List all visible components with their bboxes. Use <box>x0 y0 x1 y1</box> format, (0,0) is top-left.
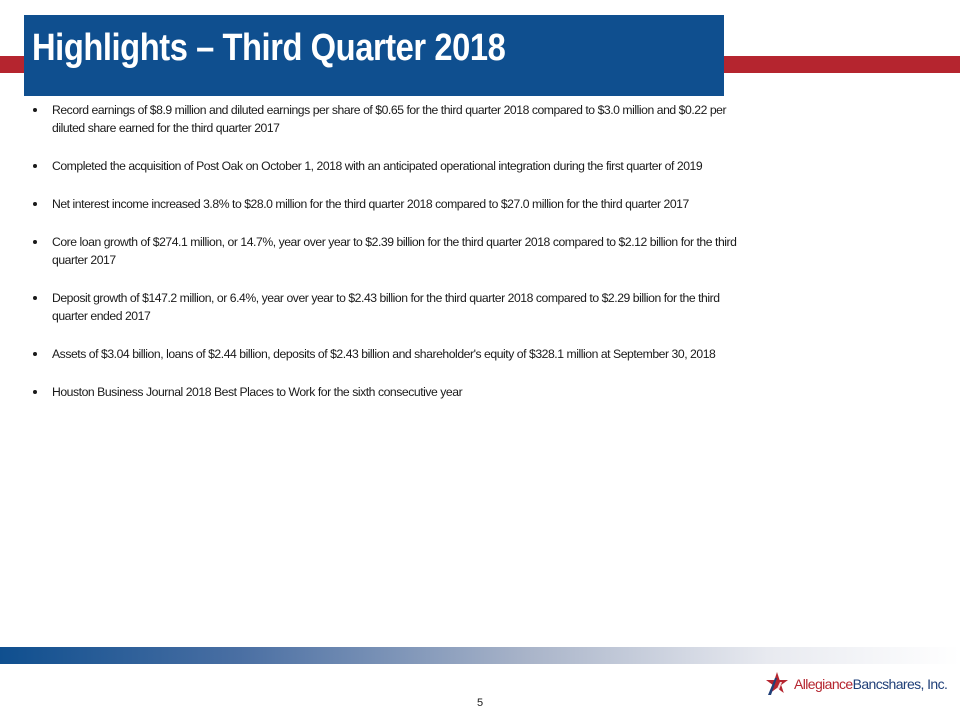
highlights-list <box>30 101 750 421</box>
list-item-text: Houston Business Journal 2018 Best Places to Work for the sixth consecutive year <box>52 385 463 399</box>
list-item <box>30 157 750 175</box>
bullet-icon <box>33 296 37 300</box>
bullet-icon <box>33 164 37 168</box>
list-item-text: Core loan growth of $274.1 million, or 14.7%, year over year to $2.39 billion for the third quarter 2018 compared to $2.12 billion for the third quarter 2017 <box>52 235 737 267</box>
list-item <box>30 195 750 213</box>
list-item <box>30 383 750 401</box>
logo-word-allegiance: Allegiance <box>794 676 853 692</box>
title-banner <box>24 15 724 96</box>
bullet-icon <box>33 202 37 206</box>
logo-word-inc: , Inc. <box>920 676 948 692</box>
list-item-text: Assets of $3.04 billion, loans of $2.44 billion, deposits of $2.43 billion and shareholder's equity of $328.1 million at September 30, 2018 <box>52 347 716 361</box>
bullet-icon <box>33 108 37 112</box>
footer-gradient-bar <box>0 647 960 664</box>
page-number: 5 <box>476 697 484 709</box>
list-item-text: Net interest income increased 3.8% to $28.0 million for the third quarter 2018 compared to $27.0 million for the third quarter 2017 <box>52 197 689 211</box>
page-title: Highlights – Third Quarter 2018 <box>32 27 506 69</box>
bullet-icon <box>33 390 37 394</box>
logo-word-bancshares: Bancshares <box>852 676 921 692</box>
list-item <box>30 289 750 325</box>
list-item <box>30 233 750 269</box>
list-item-text: Deposit growth of $147.2 million, or 6.4%, year over year to $2.43 billion for the third quarter 2018 compared to $2.29 billion for the third quarter ended 2017 <box>52 291 720 323</box>
bullet-icon <box>33 352 37 356</box>
list-item <box>30 101 750 137</box>
logo-wordmark <box>794 676 947 692</box>
list-item-text: Completed the acquisition of Post Oak on October 1, 2018 with an anticipated operational integration during the first quarter of 2019 <box>52 159 703 173</box>
star-logo-icon <box>762 669 792 699</box>
list-item-text: Record earnings of $8.9 million and diluted earnings per share of $0.65 for the third quarter 2018 compared to $3.0 million and $0.22 per diluted share earned for the third quarter 2017 <box>52 103 727 135</box>
company-logo <box>762 668 947 700</box>
list-item <box>30 345 750 363</box>
bullet-icon <box>33 240 37 244</box>
